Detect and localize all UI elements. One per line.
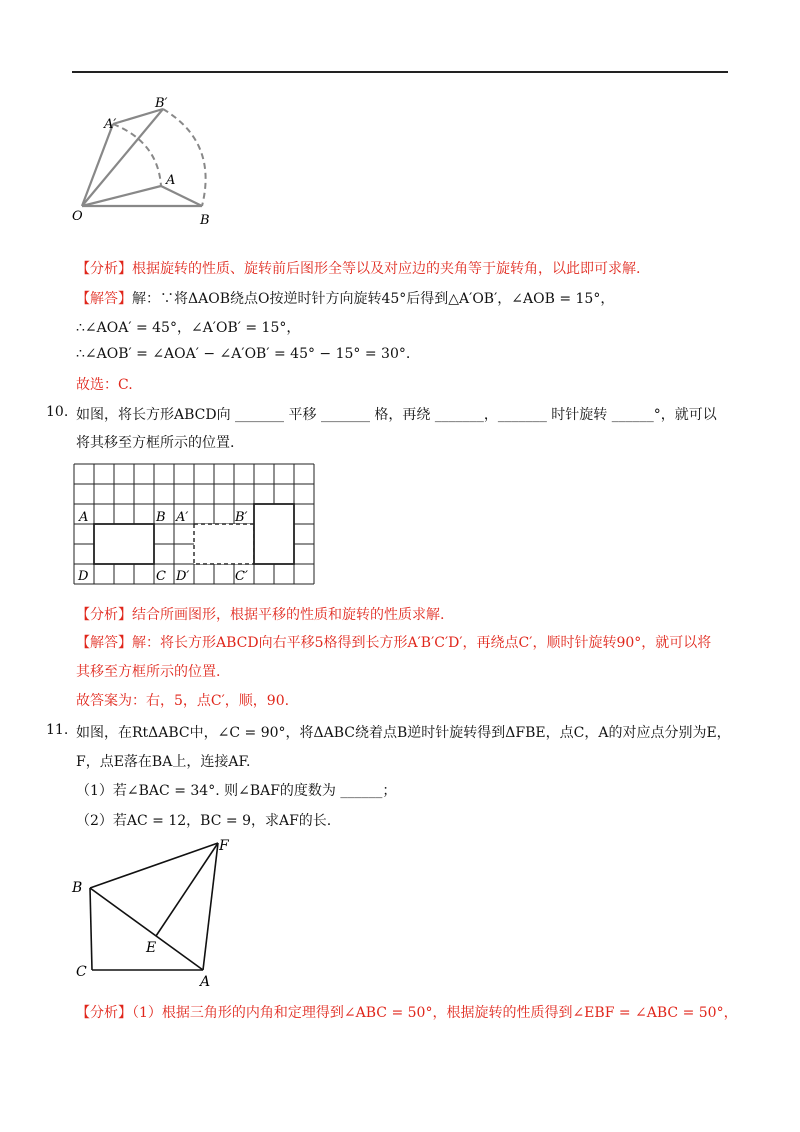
- grid-figure-q10: [72, 462, 318, 590]
- fig11-label-E: E: [146, 940, 157, 956]
- analysis-tag: 【分析】: [76, 607, 132, 623]
- q11-stem-line2: F，点E落在BA上，连接AF.: [76, 754, 251, 770]
- q10-number: 10.: [46, 404, 69, 420]
- q9-answer-line3: ∴∠AOB′ = ∠AOA′ − ∠A′OB′ = 45° − 15° = 30°.: [76, 346, 411, 362]
- q10-answer-line1: [76, 632, 711, 652]
- answer-text: 解：将长方形ABCD向右平移5格得到长方形A′B′C′D′，再绕点C′，顺时针旋转90°，就可以将: [132, 635, 712, 651]
- triangle-figure-q11: [70, 834, 270, 990]
- answer-text: 解：∵将ΔAOB绕点O按逆时针方向旋转45°后得到△A′OB′，∠AOB = 15°，: [132, 291, 615, 307]
- analysis-text: 结合所画图形，根据平移的性质和旋转的性质求解.: [132, 607, 445, 623]
- q10-final: 故答案为：右，5，点C′，顺，90.: [76, 693, 290, 709]
- fig11-label-A: A: [200, 974, 211, 990]
- label-B-prime: B′: [155, 96, 168, 111]
- q10-stem-line2: 将其移至方框所示的位置.: [76, 435, 235, 451]
- grid-label-C: C: [156, 569, 166, 584]
- q9-answer-line2: ∴∠AOA′ = 45°，∠A′OB′ = 15°，: [76, 320, 301, 336]
- rectangle-A1B1C1D1: [194, 524, 254, 564]
- analysis-tag: 【分析】: [76, 1005, 132, 1021]
- q11-stem-line1: 如图，在RtΔABC中，∠C = 90°，将ΔABC绕着点B逆时针旋转得到ΔFBE，点C，A的对应点分别为E，: [76, 725, 731, 741]
- analysis-tag: 【分析】: [76, 261, 132, 277]
- fig11-label-F: F: [219, 838, 229, 854]
- q11-analysis: [76, 1002, 738, 1022]
- rectangle-ABCD: [94, 524, 154, 564]
- q10-answer-line2: 其移至方框所示的位置.: [76, 664, 221, 680]
- label-O: O: [72, 209, 83, 224]
- label-A: A: [166, 173, 176, 188]
- q11-part1: （1）若∠BAC = 34°. 则∠BAF的度数为 ______；: [76, 783, 397, 799]
- fig11-label-B: B: [72, 880, 83, 896]
- grid-label-B-prime: B′: [235, 510, 248, 525]
- header-rule: [72, 71, 728, 73]
- grid-label-D-prime: D′: [176, 569, 190, 584]
- label-A-prime: A′: [104, 117, 117, 132]
- label-B: B: [200, 213, 210, 228]
- grid-label-B: B: [156, 510, 166, 525]
- rotation-figure-q9: [68, 92, 228, 232]
- q9-answer-line1: [76, 288, 614, 308]
- q11-number: 11.: [46, 722, 69, 738]
- grid-label-A-prime: A′: [176, 510, 189, 525]
- fig11-label-C: C: [76, 964, 87, 980]
- q9-analysis: [76, 258, 640, 278]
- analysis-text: （1）根据三角形的内角和定理得到∠ABC = 50°，根据旋转的性质得到∠EBF = ∠ABC = 50°，: [132, 1005, 738, 1021]
- q9-choice: 故选：C.: [76, 377, 133, 393]
- grid-label-D: D: [78, 569, 89, 584]
- grid-label-C-prime: C′: [235, 569, 248, 584]
- q11-part2: （2）若AC = 12，BC = 9，求AF的长.: [76, 813, 332, 829]
- answer-tag: 【解答】: [76, 635, 132, 651]
- grid-label-A: A: [79, 510, 89, 525]
- analysis-text: 根据旋转的性质、旋转前后图形全等以及对应边的夹角等于旋转角，以此即可求解.: [132, 261, 641, 277]
- q10-stem-line1: 如图，将长方形ABCD向 _______ 平移 _______ 格，再绕 _______，_______ 时针旋转 ______°，就可以: [76, 407, 717, 423]
- q10-analysis: [76, 604, 444, 624]
- target-frame: [254, 504, 294, 564]
- answer-tag: 【解答】: [76, 291, 132, 307]
